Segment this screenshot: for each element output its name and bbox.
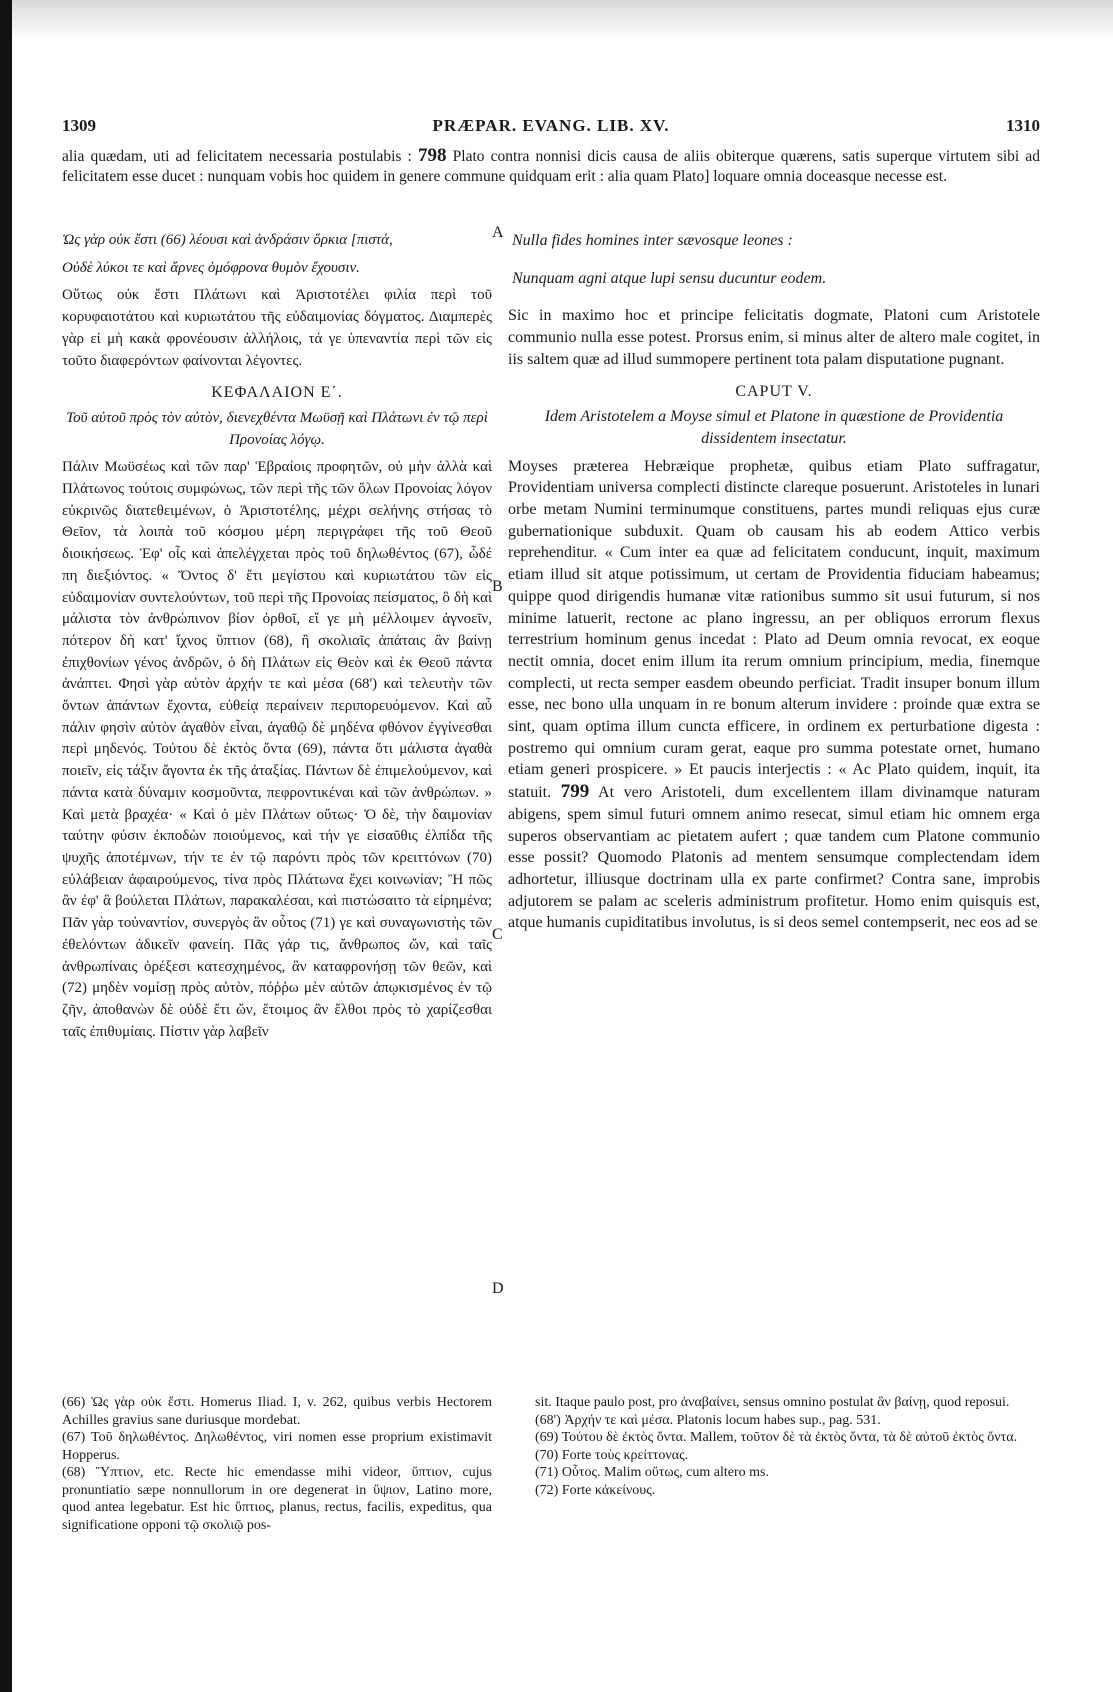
ms-page-marker-2: 799 xyxy=(560,781,590,803)
intro-paragraph xyxy=(62,146,1040,187)
scan-top-edge xyxy=(0,0,1113,40)
footnote-66: (66) Ὡς γὰρ οὐκ ἔστι. Homerus Iliad. I, v. 262, quibus verbis Hectorem Achilles gravius sane duriusque mordebat. xyxy=(62,1395,492,1428)
footnote-69: (69) Τούτου δὲ ἐκτὸς ὄντα. Mallem, τοῦτον δὲ τὰ ἐκτὸς ὄντα, τὰ δὲ αὐτοῦ ἐκτὸς ὄντα. xyxy=(535,1430,1018,1445)
left-page-number: 1309 xyxy=(62,116,96,135)
footnote-70: (70) Forte τοὺς κρείττονας. xyxy=(535,1447,689,1463)
intro-text-a: alia quædam, uti ad felicitatem necessaria postulabis : xyxy=(62,148,412,165)
footnote-67: (67) Τοῦ δηλωθέντος. Δηλωθέντος, viri nomen esse proprium existimavit Hopperus. xyxy=(62,1430,492,1463)
latin-paragraph-1: Sic in maximo hoc et principe felicitatis dogmate, Platoni cum Aristotele communio nulla esse potest. Prorsus enim, si minus alter de altero male cogitet, in iis saltem quæ ad illud summopere pertinent tota palam disputatione pugnant. xyxy=(508,307,1040,368)
margin-letter-b: B xyxy=(492,578,503,595)
running-title: PRÆPAR. EVANG. LIB. XV. xyxy=(432,116,670,135)
latin-verse-2: Nunquam agni atque lupi sensu ducuntur eodem. xyxy=(512,269,827,287)
latin-verse-1: Nulla fides homines inter sævosque leones : xyxy=(512,232,793,249)
latin-paragraph-3-text: At vero Aristoteli, dum excellentem illam divinamque naturam abigens, spem simul futuri omnem animo resecat, simul etiam hic omnem erga superos observantiam ac pietatem aufert ; quæ tandem cum Platone communio esse possit? Quomodo Platonis ad mentem sensumque complectendam idem adhortetur, illiusque doctrinam ulla ex parte confirmet? Contra sane, improbis adjutorem se palam ac sceleris administrum profitetur. Homo enim quisquis est, atque humanis cupiditatibus involutus, is si deos semel contempserit, nec eos ad se xyxy=(508,784,1041,932)
greek-column xyxy=(62,230,492,1051)
latin-column xyxy=(508,230,1040,942)
margin-letter-a: A xyxy=(492,224,504,241)
latin-chapter-title: Idem Aristotelem a Moyse simul et Platone in quæstione de Providentia dissidentem insectatur. xyxy=(544,408,1004,447)
latin-paragraph-2-text: Moyses præterea Hebræique prophetæ, quibus etiam Plato suffragatur, Providentiam universa complecti distincte clareque posuerunt. Aristoteles in lunari orbe metam Numini terminumque constituens, partes mundi reliquas ejus curæ gubernationique subduxit. Quam ob causam his ab eodem Attico verbis reprehenditur. « Cum inter ea quæ ad felicitatem conducunt, inquit, maximum etiam illud sit atque potissimum, ut certam de Providentia fiduciam habeamus; quippe quod dirigendis humanæ vitæ rationibus summo sit usui futurum, si nos minime latuerit, rectone ac plano ingressu, an per obliquos errorum flexus terrestrium hominum genus incedat : Plato ad Deum omnia revocat, ex eoque nectit omnia, docet enim illum ita rerum omnium principium, media, finemque complecti, ut recta semper easdem obeundo perficiat. Tradit insuper bonum illum esse, nec bono ulla unquam in re bonum alterum invidere : proinde quæ extra se sint, quam optima illum cuncta efficere, in ordinem ex perturbatione digesta : postremo qui omnium curam gerat, eaque pro summa potestate ornet, humano etiam generi prospicere. » Et paucis interjectis : « Ac Plato quidem, inquit, ita statuit. xyxy=(508,457,1040,802)
margin-letter-d: D xyxy=(492,1280,504,1297)
latin-chapter-heading: CAPUT V. xyxy=(735,382,813,400)
footnote-68-continued: sit. Itaque paulo post, pro ἀναβαίνει, sensus omnino postulat ἂν βαίνῃ, quod reposui. xyxy=(535,1395,1010,1410)
footnote-68-prime: (68') Ἀρχήν τε καὶ μέσα. Platonis locum habes sup., pag. 531. xyxy=(535,1412,881,1428)
ms-page-marker: 798 xyxy=(418,145,447,166)
footnote-71: (71) Οὗτος. Malim οὕτως, cum altero ms. xyxy=(535,1465,769,1480)
greek-verse-1: Ὡς γὰρ οὐκ ἔστι (66) λέουσι καὶ ἀνδράσιν ὅρκια [πιστά, xyxy=(62,232,393,248)
footnotes-left xyxy=(62,1394,492,1534)
margin-letter-c: C xyxy=(492,926,503,943)
greek-paragraph-1: Οὕτως οὐκ ἔστι Πλάτωνι καὶ Ἀριστοτέλει φιλία περὶ τοῦ κορυφαιοτάτου καὶ κυριωτάτου τῆς εὐδαιμονίας δόγματος. Διαμπερὲς γὰρ εἰ μὴ κακὰ φρονέουσιν ἀλλήλοις, τά γε ὑπεναντία περὶ τῶν εἰς τοῦτο διαφερόντων φαίνονται λέγοντες. xyxy=(62,287,492,369)
greek-paragraph-2: Πάλιν Μωϋσέως καὶ τῶν παρ' Ἑβραίοις προφητῶν, οὐ μὴν ἀλλὰ καὶ Πλάτωνος τούτοις συμφώνως, τῶν περὶ τῆς τῶν ὅλων Προνοίας λόγον εὐκρινῶς διατεθειμένων, ὁ Ἀριστοτέλης, μέχρι σελήνης στήσας τὸ Θεῖον, τὰ λοιπὰ τοῦ κόσμου μέρη περιγράφει τῆς τοῦ Θεοῦ διοικήσεως. Ἐφ' οἷς καὶ ἀπελέγχεται πρὸς τοῦ δηλωθέντος (67), ὧδέ πη διεξιόντος. « Ὄντος δ' ἔτι μεγίστου καὶ κυριωτάτου τῶν εἰς εὐδαιμονίαν συντελούντων, τοῦ περὶ τῆς Προνοίας πείσματος, ὃ δὴ καὶ μάλιστα τὸν ἀνθρώπινον βίον ὀρθοῖ, εἴ γε μὴ μέλλοιμεν ἀγνοεῖν, πότερον δὴ κατ' ἴχνος ὕπτιον (68), ἢ σκολιαῖς ἀπάταις ἂν βαίνῃ ἐπιχθονίων γένος ἀνδρῶν, ὁ δὴ Πλάτων εἰς Θεὸν καὶ ἐκ Θεοῦ πάντα ἀνάπτει. Φησὶ γὰρ αὐτὸν ἀρχήν τε καὶ μέσα (68') καὶ τελευτὴν τῶν ὄντων ἁπάντων ἔχοντα, εὐθείᾳ περαίνειν περιπορευόμενον. Καὶ αὖ πάλιν φησὶν αὐτὸν ἀγαθὸν εἶναι, ἀγαθῷ δὲ μηδένα φθόνον ἐγγίνεσθαι περὶ μηδενός. Τούτου δὲ ἐκτὸς ὄντα (69), πάντα ὅτι μάλιστα ἀγαθὰ ποιεῖν, εἰς τάξιν ἄγοντα ἐκ τῆς ἀταξίας. Πάντων δὲ ἐπιμελούμενον, καὶ πάντα κατὰ δύναμιν κοσμοῦντα, πεφροντικέναι καὶ τῶν ἀνθρώπων. » Καὶ μετὰ βραχέα· « Καὶ ὁ μὲν Πλάτων οὕτως· Ὁ δὲ, τὴν δαιμονίαν ταύτην φύσιν ἐκποδὼν ποιούμενος, καὶ τήν γε εἰσαῦθις ἐλπίδα τῆς ψυχῆς ἀποτέμνων, τήν τε ἐν τῷ παρόντι πρὸς τῶν κρειττόνων (70) εὐλάβειαν ἀφαιρούμενος, τίνα πρὸς Πλάτωνα ἔχει κοινωνίαν; Ἢ πῶς ἂν ἐφ' ἃ βούλεται Πλάτων, παρακαλέσαι, καὶ πιστώσαιτο τὰ εἰρημένα; Πᾶν γὰρ τοὐναντίον, συνεργὸς ἂν οὗτος (71) γε καὶ συναγωνιστὴς τῶν ἐθελόντων ἀδικεῖν φανείη. Πᾶς γάρ τις, ἄνθρωπος ὤν, καὶ ταῖς ἀνθρωπίναις ὀρέξεσι κατεσχημένος, ἂν καταφρονήσῃ τῶν θεῶν, καὶ (72) μηδὲν νομίσῃ πρὸς αὐτὸν, πόῤῥω μὲν αὐτῶν ἀπῳκισμένος ἐν τῷ ζῆν, ἀποθανὼν δὲ οὐδὲ ἔτι ὤν, ἕτοιμος ἂν ἔλθοι πρὸς τὸ χαρίζεσθαι ταῖς ἐπιθυμίαις. Πίστιν γὰρ λαβεῖν xyxy=(62,459,492,1040)
latin-verses xyxy=(508,230,1040,289)
footnote-68: (68) Ὕπτιον, etc. Recte hic emendasse mihi videor, ὕπτιον, cujus pronuntiatio sæpe nonnullorum in ore degenerat in ὕψιον, Latino more, quod antea legebatur. Est hic ὕπτιος, planus, rectus, facilis, expeditus, qua significatione opponi τῷ σκολιῷ pos- xyxy=(62,1465,492,1533)
intro-text-b: Plato contra nonnisi dicis causa de aliis obiterque quærens, satis superque virtutem sibi ad felicitatem esse ducet : nunquam vobis hoc quidem in genere commune quidquam erit : alia quam Plato] loquare omnia doceasque necesse est. xyxy=(62,148,1040,185)
right-page-number: 1310 xyxy=(1006,116,1040,135)
running-header xyxy=(62,116,1040,138)
scan-left-border xyxy=(0,0,12,1692)
greek-chapter-heading: ΚΕΦΑΛΑΙΟΝ Ε΄. xyxy=(211,384,343,402)
greek-chapter-title: Τοῦ αὐτοῦ πρὸς τὸν αὐτὸν, διενεχθέντα Μωϋσῇ καὶ Πλάτωνι ἐν τῷ περὶ Προνοίας λόγῳ. xyxy=(66,409,488,448)
greek-verse-2: Οὐδὲ λύκοι τε καὶ ἄρνες ὁμόφρονα θυμὸν ἔχουσιν. xyxy=(62,259,360,276)
footnote-72: (72) Forte κἀκείνους. xyxy=(535,1482,656,1498)
latin-paragraph-2 xyxy=(508,456,1040,934)
footnotes-right xyxy=(535,1394,1040,1499)
